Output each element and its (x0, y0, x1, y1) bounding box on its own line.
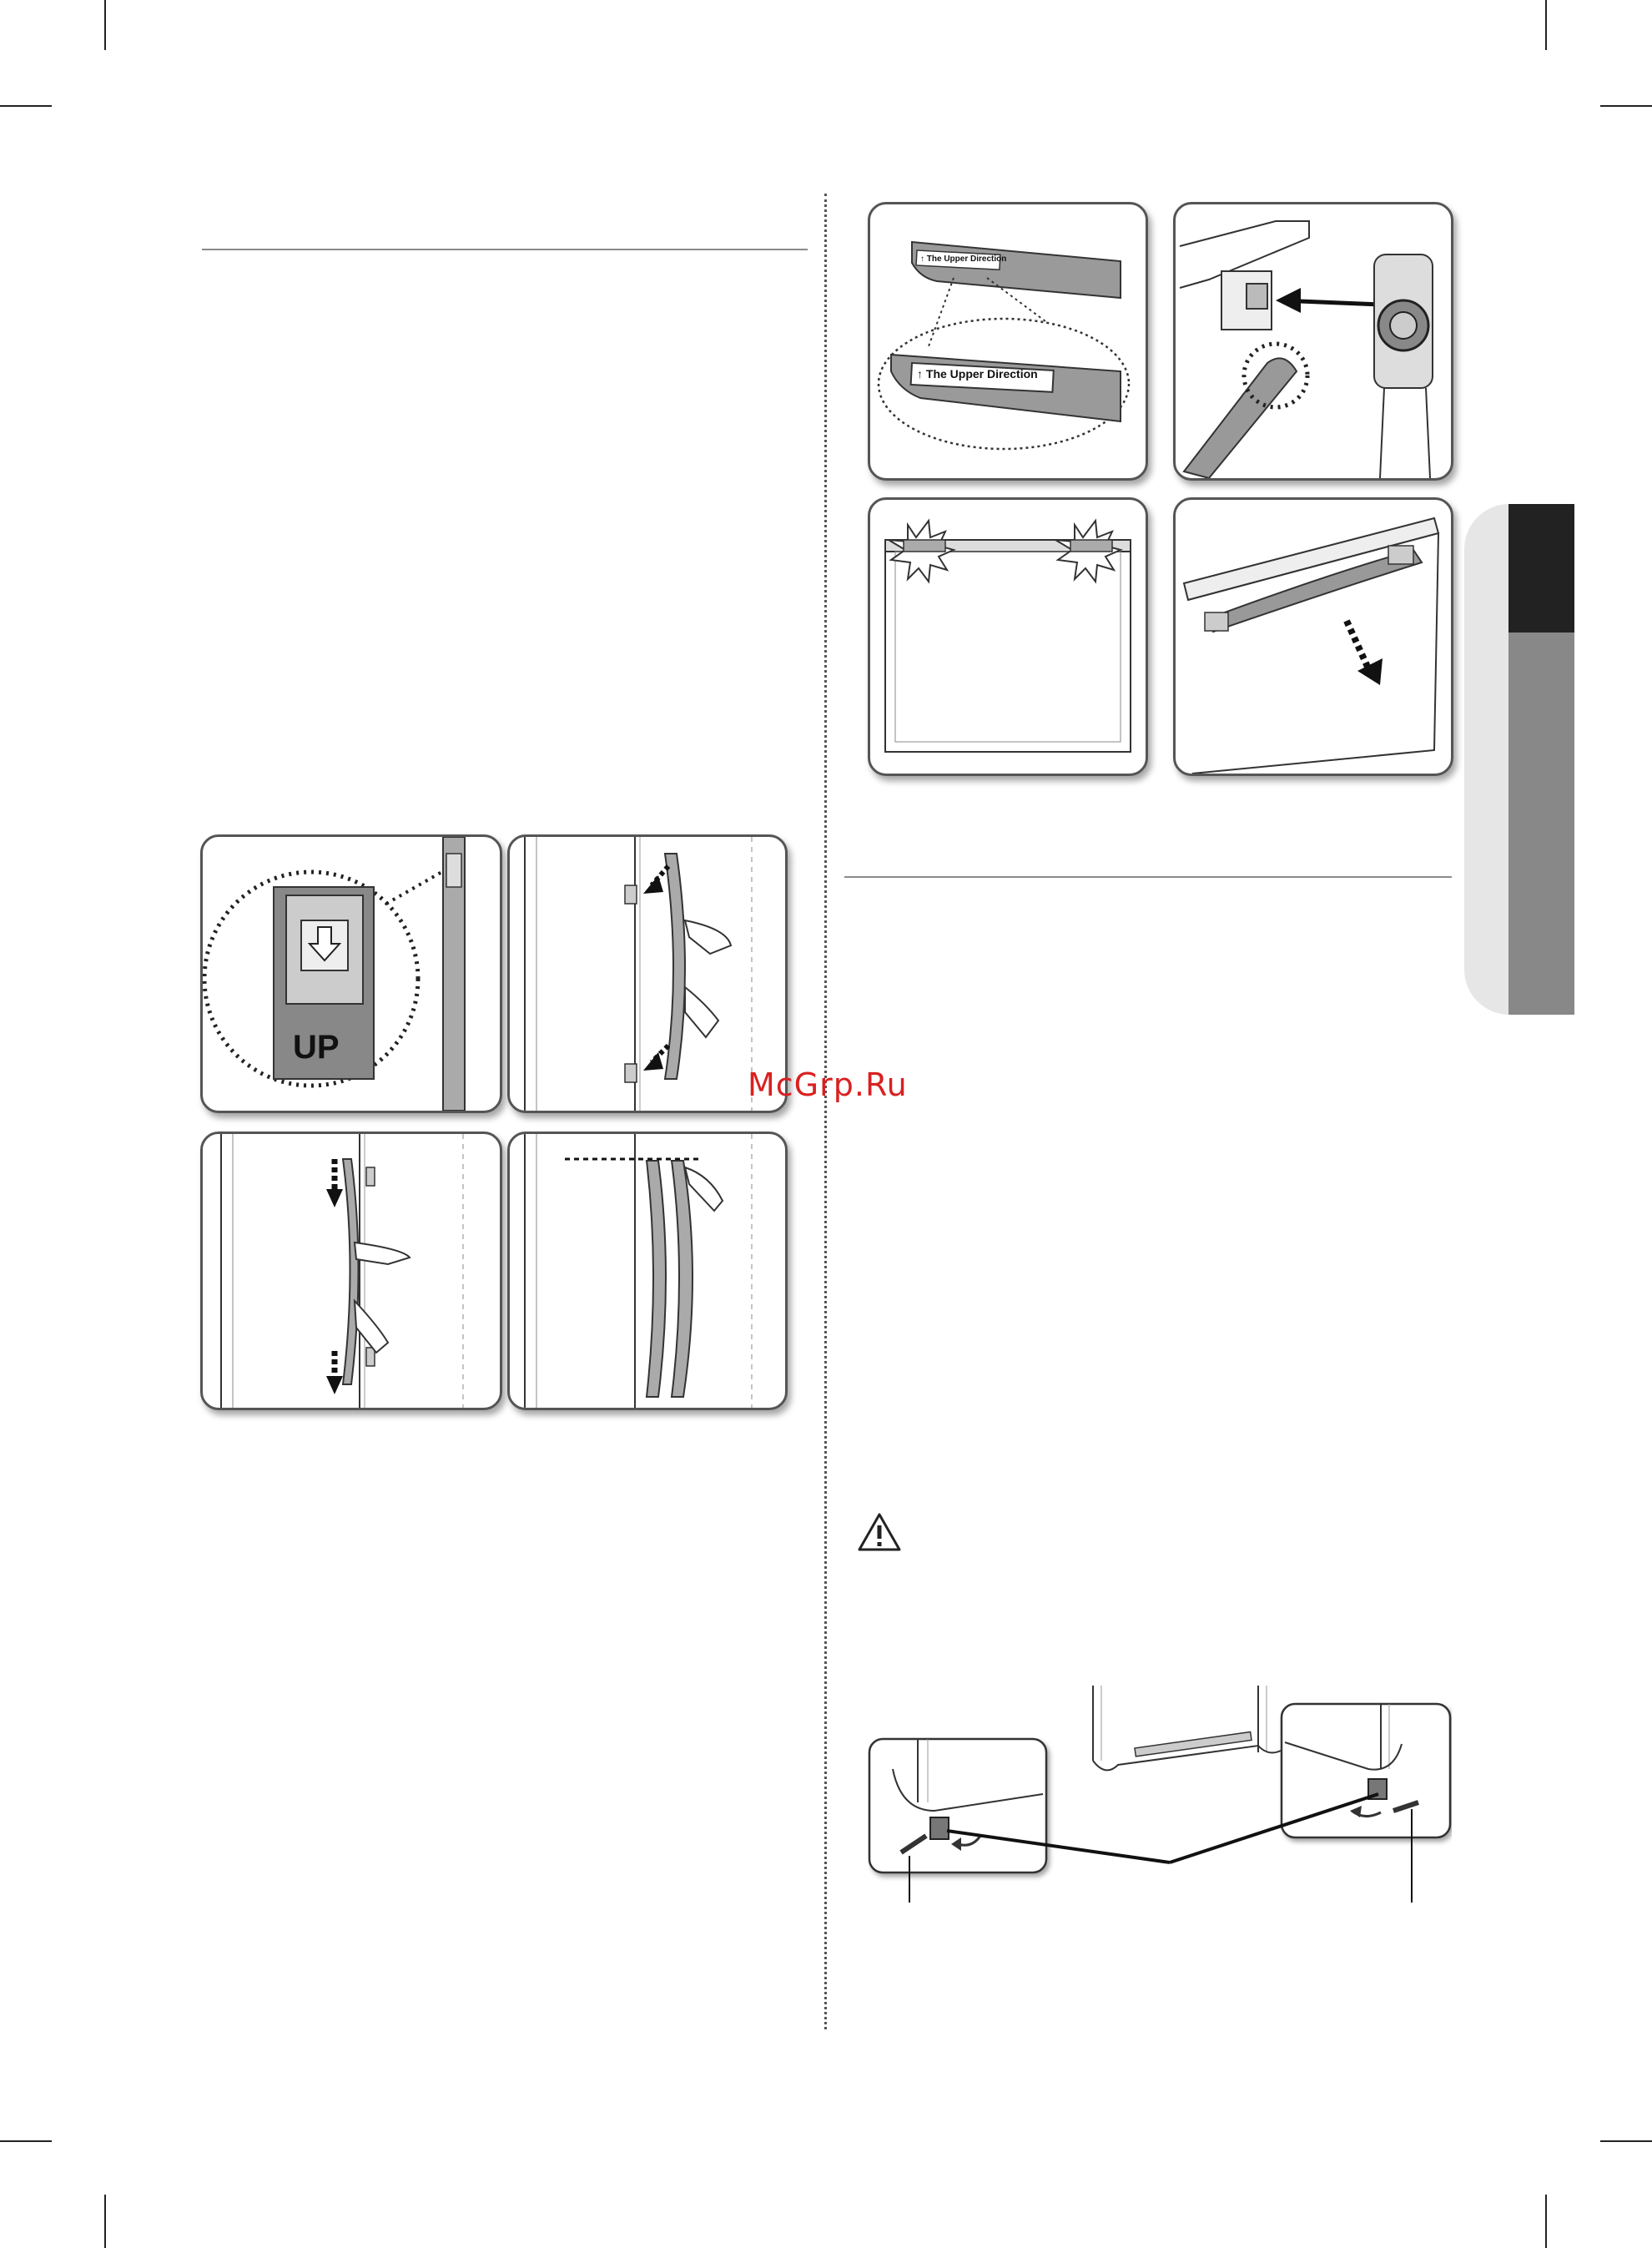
section-rule-right (844, 876, 1452, 878)
figure-bracket-up-marking (200, 834, 502, 1113)
chapter-tab-active (1508, 504, 1574, 633)
crop-mark (1600, 105, 1652, 107)
watermark: McGrp.Ru (748, 1066, 908, 1103)
section-rule-left (202, 249, 808, 250)
crop-mark (1545, 2195, 1547, 2248)
crop-mark (0, 2140, 52, 2142)
figure-align-handle-with-brackets (507, 834, 788, 1113)
crop-mark (1545, 0, 1547, 50)
figure-pull-handle-down (1173, 497, 1453, 776)
handle-label-small: ↑ The Upper Direction (920, 255, 1007, 264)
figure-handle-mounting-screw (1173, 202, 1453, 481)
handle-label-large: ↑ The Upper Direction (917, 367, 1038, 381)
chapter-tab-background (1464, 504, 1509, 1015)
bracket-up-label: UP (293, 1029, 340, 1066)
crop-mark (1600, 2140, 1652, 2142)
crop-mark (0, 105, 52, 107)
warning-triangle-icon (858, 1512, 901, 1552)
figure-upper-direction-label (868, 202, 1148, 481)
crop-mark (104, 2195, 106, 2248)
crop-mark (104, 0, 106, 50)
chapter-tab-inactive (1508, 633, 1574, 1015)
figure-leveling-feet (868, 1677, 1452, 1903)
figure-check-handle-alignment (507, 1132, 788, 1410)
column-divider (824, 194, 827, 2029)
figure-handle-clicks-in-place (868, 497, 1148, 776)
figure-slide-handle-down (200, 1132, 502, 1410)
